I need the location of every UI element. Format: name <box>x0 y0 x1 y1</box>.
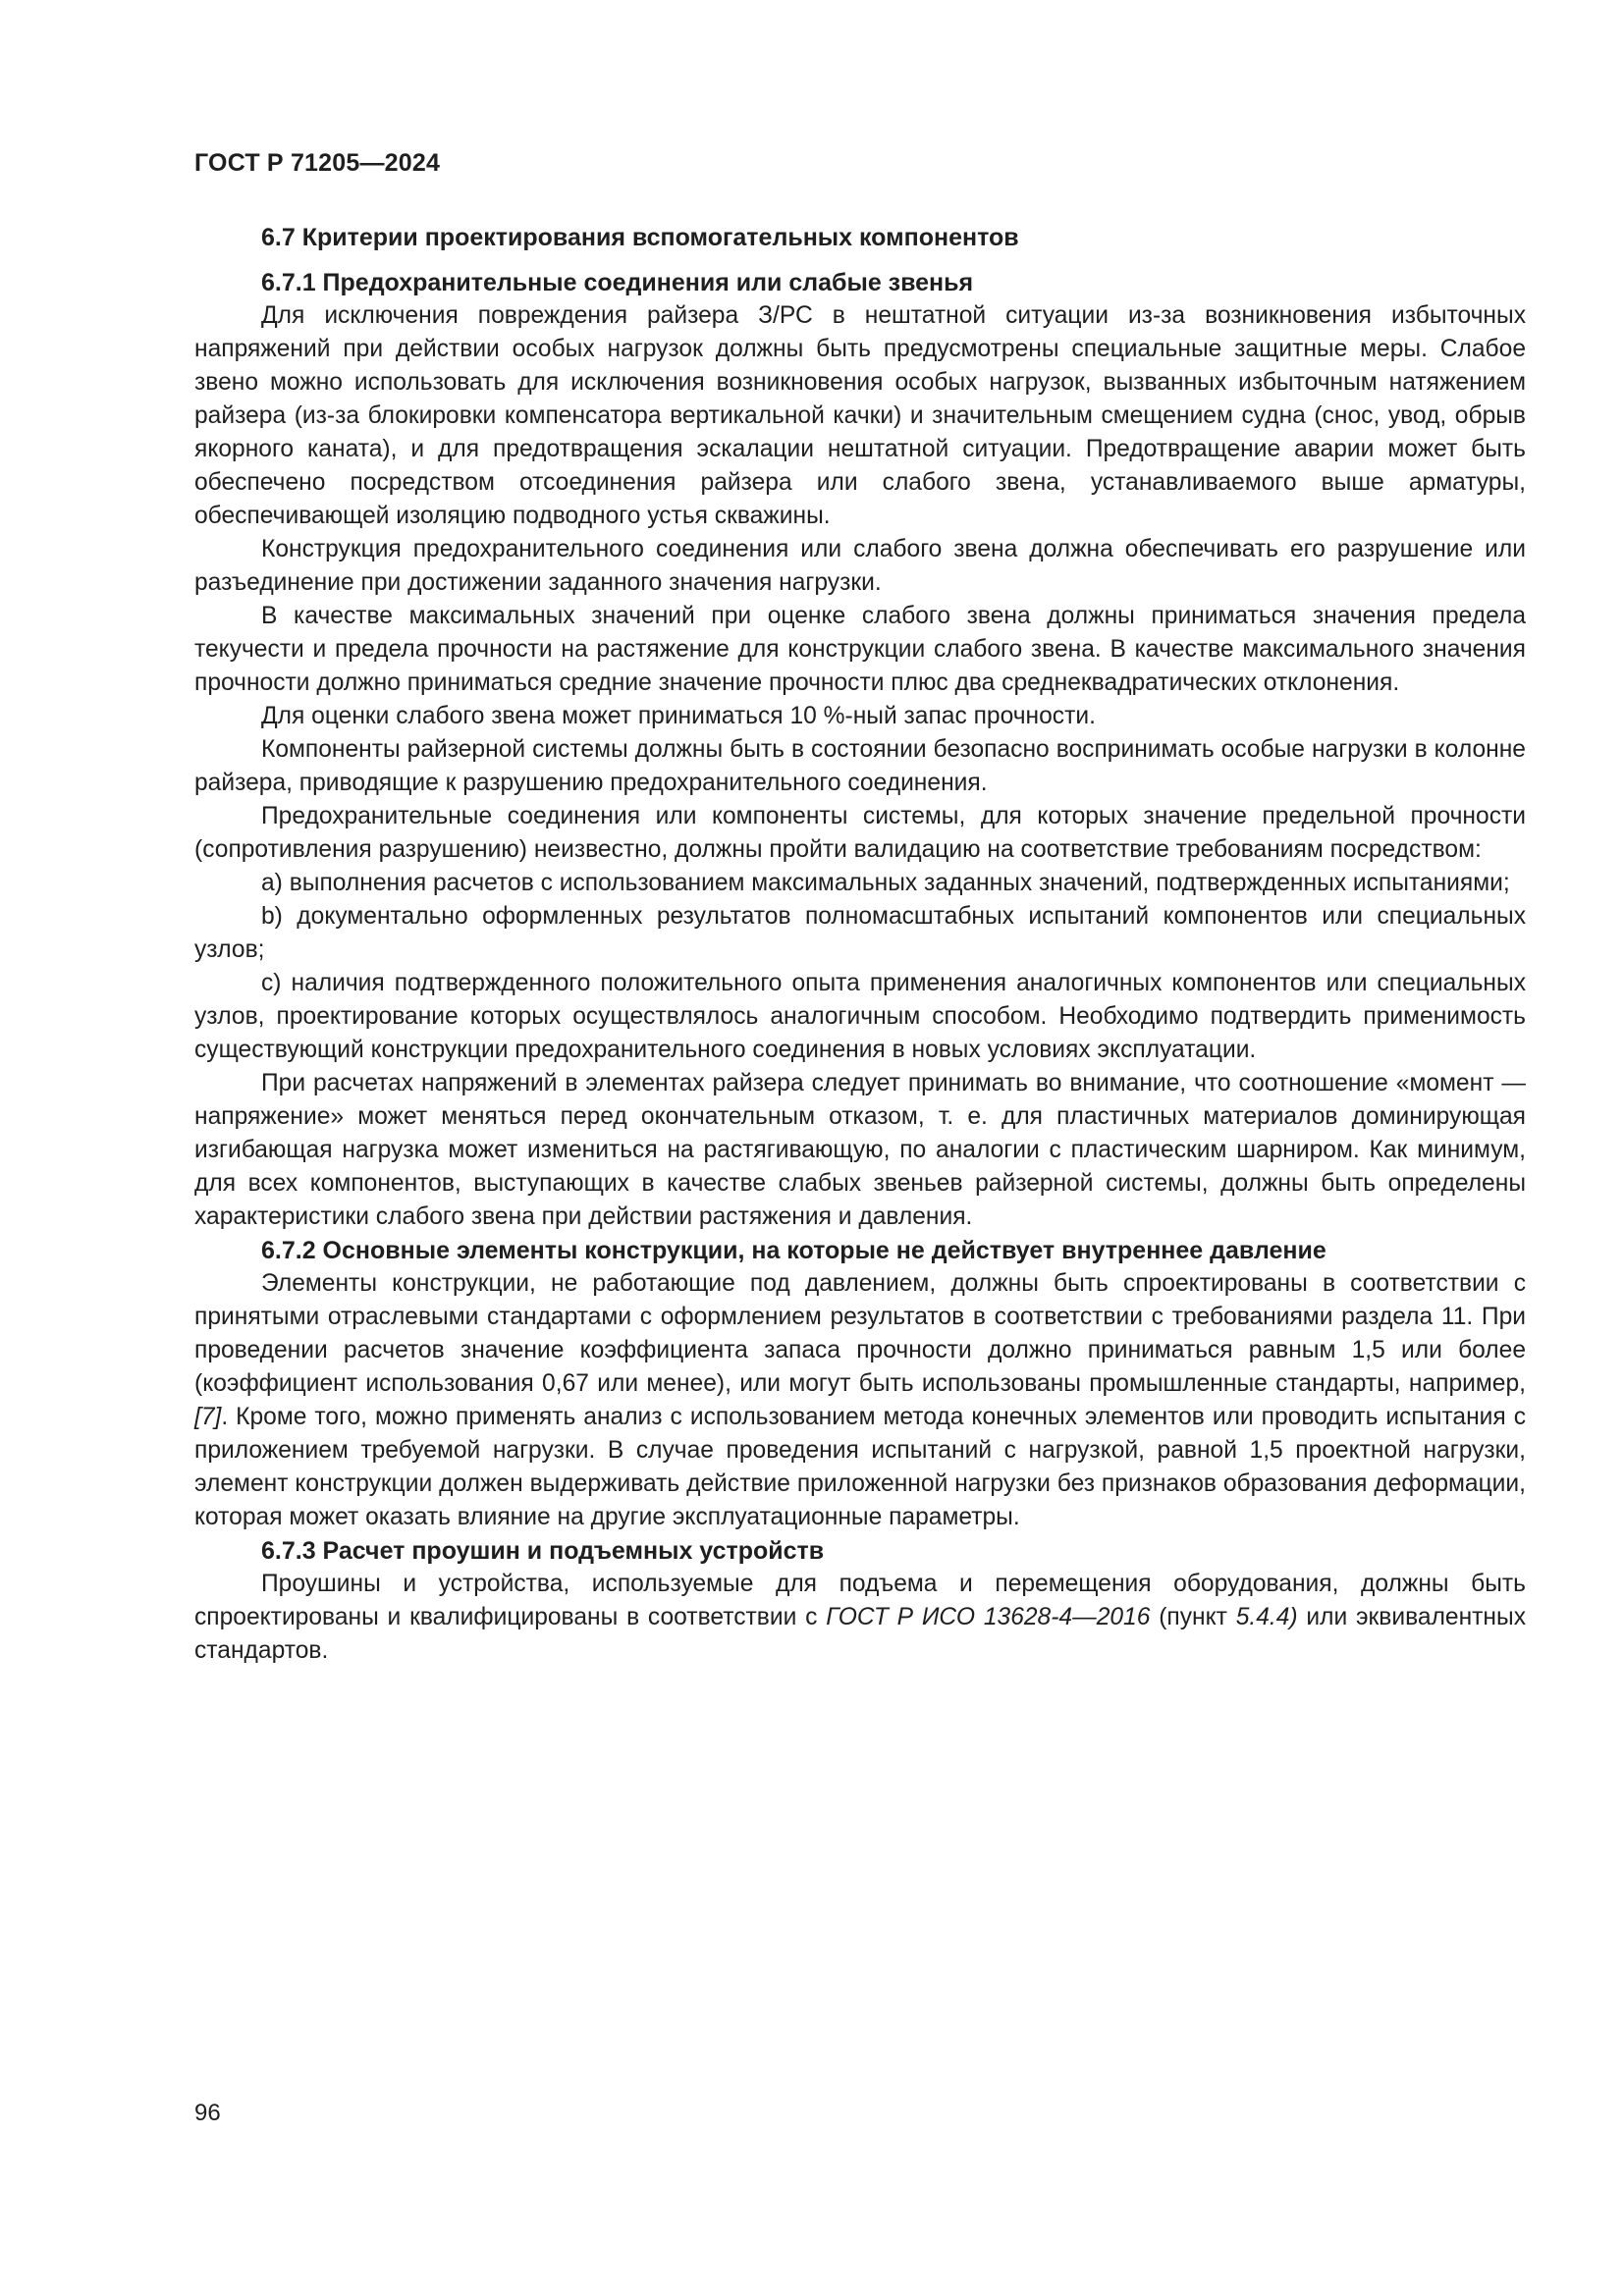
paragraph: Конструкция предохранительного соединения или слабого звена должна обеспечивать его разрушение или разъединение при достижении заданного значения нагрузки. <box>194 536 1526 596</box>
list-item-c: c) наличия подтвержденного положительного опыта применения аналогичных компонентов или специальных узлов, проектирование которых осуществлялось аналогичным способом. Необходимо подтвердить применимость существующий конструкции предохранительного соединения в новых условиях эксплуатации. <box>194 970 1526 1063</box>
paragraph: При расчетах напряжений в элементах райзера следует принимать во внимание, что соотношение «момент — напряжение» может меняться перед окончательным отказом, т. е. для пластичных материалов доминирующая изгибающая нагрузка может измениться на растягивающую, по аналогии с пластическим шарниром. Как минимум, для всех компонентов, выступающих в качестве слабых звеньев райзерной системы, должны быть определены характеристики слабого звена при действии растяжения и давления. <box>194 1070 1526 1230</box>
paragraph: Компоненты райзерной системы должны быть в состоянии безопасно воспринимать особые нагрузки в колонне райзера, приводящие к разрушению предохранительного соединения. <box>194 736 1526 796</box>
text-run: (пункт <box>1150 1604 1236 1630</box>
bibliography-reference: [7] <box>194 1404 222 1430</box>
section-title: 6.7 Критерии проектирования вспомогательных компонентов <box>261 224 1019 251</box>
standard-reference: ГОСТ Р ИСО 13628-4—2016 <box>826 1604 1151 1630</box>
text-run: Проушины и устройства, используемые для подъема и перемещения оборудования, должны быть спроектированы и квалифицированы в соответствии с <box>194 1571 1526 1630</box>
clause-reference: 5.4.4) <box>1235 1604 1298 1630</box>
text-run: или эквивалентных стандартов. <box>194 1604 1526 1664</box>
subsection-title-6-7-1: 6.7.1 Предохранительные соединения или слабые звенья <box>261 269 974 296</box>
text-run: . Кроме того, можно применять анализ с использованием метода конечных элементов или проводить испытания с приложением требуемой нагрузки. В случае проведения испытаний с нагрузкой, равной 1,5 проектной нагрузки, элемент конструкции должен выдерживать действие приложенной нагрузки без признаков образования деформации, которая может оказать влияние на другие эксплуатационные параметры. <box>194 1404 1526 1530</box>
text-run: Элементы конструкции, не работающие под давлением, должны быть спроектированы в соответствии с принятыми отраслевыми стандартами с оформлением результатов в соответствии с требованиями раздела 11. При проведении расчетов значение коэффициента запаса прочности должно приниматься равным 1,5 или более (коэффициент использования 0,67 или менее), или могут быть использованы промышленные стандарты, например, <box>194 1270 1526 1397</box>
subsection-title-6-7-2: 6.7.2 Основные элементы конструкции, на которые не действует внутреннее давление <box>261 1237 1326 1264</box>
list-item-a: а) выполнения расчетов с использованием максимальных заданных значений, подтвержденных испытаниями; <box>261 870 1510 896</box>
page-body <box>194 221 1526 1668</box>
document-code: ГОСТ Р 71205—2024 <box>194 149 441 177</box>
paragraph: Для исключения повреждения райзера З/РС в нештатной ситуации из-за возникновения избыточных напряжений при действии особых нагрузок должны быть предусмотрены специальные защитные меры. Слабое звено можно использовать для исключения возникновения особых нагрузок, вызванных избыточным натяжением райзера (из-за блокировки компенсатора вертикальной качки) и значительным смещением судна (снос, увод, обрыв якорного каната), и для предотвращения эскалации нештатной ситуации. Предотвращение аварии может быть обеспечено посредством отсоединения райзера или слабого звена, устанавливаемого выше арматуры, обеспечивающей изоляцию подводного устья скважины. <box>194 302 1526 529</box>
paragraph: Для оценки слабого звена может приниматься 10 %-ный запас прочности. <box>261 703 1096 729</box>
list-item-b: b) документально оформленных результатов полномасштабных испытаний компонентов или специальных узлов; <box>194 903 1526 963</box>
paragraph <box>194 1267 1526 1534</box>
subsection-title-6-7-3: 6.7.3 Расчет проушин и подъемных устройств <box>261 1537 825 1565</box>
page-number: 96 <box>194 2100 221 2126</box>
paragraph: В качестве максимальных значений при оценке слабого звена должны приниматься значения предела текучести и предела прочности на растяжение для конструкции слабого звена. В качестве максимального значения прочности должно приниматься средние значение прочности плюс два среднеквадратических отклонения. <box>194 603 1526 696</box>
paragraph <box>194 1568 1526 1668</box>
paragraph: Предохранительные соединения или компоненты системы, для которых значение предельной прочности (сопротивления разрушению) неизвестно, должны пройти валидацию на соответствие требованиям посредством: <box>194 803 1526 863</box>
